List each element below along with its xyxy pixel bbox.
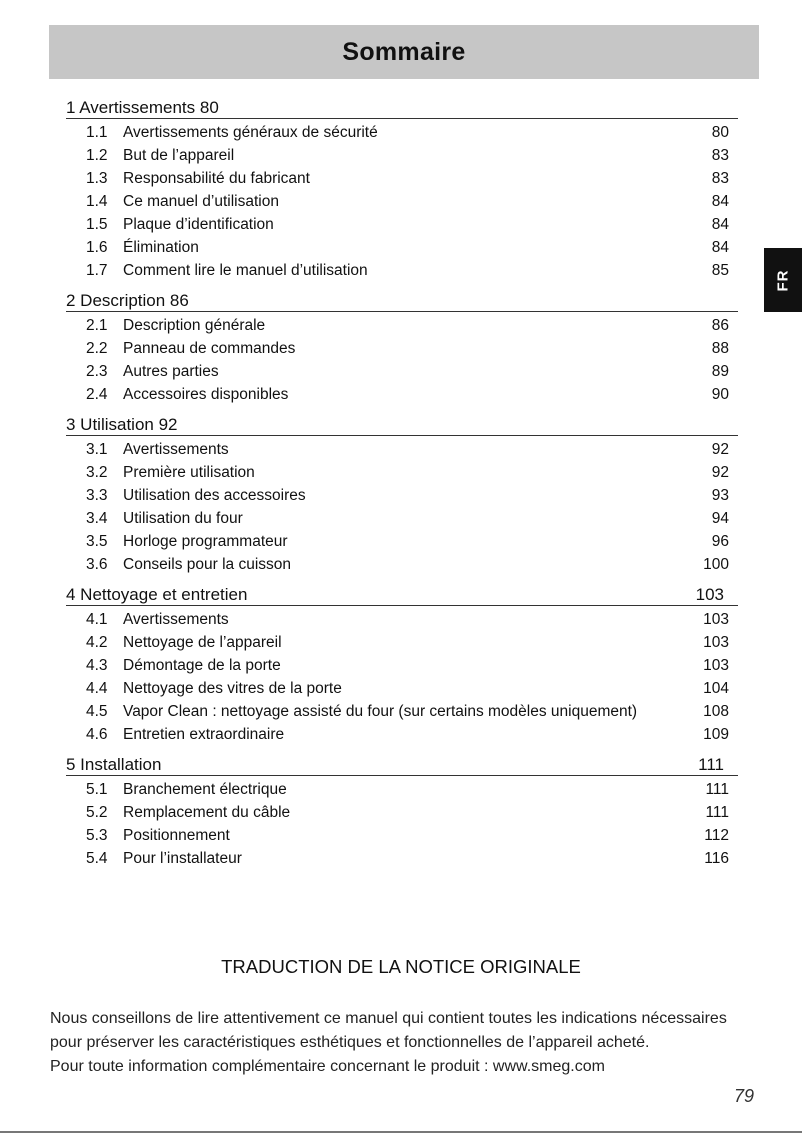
toc-entry[interactable]	[66, 530, 738, 553]
entry-label: Conseils pour la cuisson	[123, 555, 292, 573]
entry-number: 1.1	[86, 123, 108, 141]
toc-entry[interactable]	[66, 461, 738, 484]
section-title: 1 Avertissements 80	[66, 98, 219, 117]
entry-label: Élimination	[123, 238, 199, 256]
toc-entry[interactable]	[66, 438, 738, 461]
toc-section-heading[interactable]	[66, 92, 738, 119]
toc-entry[interactable]	[66, 314, 738, 337]
entry-page: 83	[711, 169, 729, 187]
entry-number: 4.5	[86, 702, 108, 720]
entry-label: Nettoyage des vitres de la porte	[123, 679, 342, 697]
section-page: 111	[698, 755, 724, 774]
title-bar	[49, 25, 759, 79]
entry-page: 108	[703, 702, 729, 720]
entry-page: 88	[711, 339, 729, 357]
entry-number: 3.5	[86, 532, 108, 550]
entry-page: 104	[703, 679, 729, 697]
entry-page: 85	[711, 261, 729, 279]
entry-page: 100	[703, 555, 729, 573]
entry-label: Comment lire le manuel d’utilisation	[123, 261, 368, 279]
entry-label: Plaque d’identification	[123, 215, 274, 233]
entry-label: Ce manuel d’utilisation	[123, 192, 279, 210]
entry-number: 2.1	[86, 316, 108, 334]
entry-page: 94	[711, 509, 729, 527]
entry-number: 3.6	[86, 555, 108, 573]
entry-page: 111	[705, 780, 729, 798]
entry-page: 83	[711, 146, 729, 164]
toc-entry[interactable]	[66, 778, 738, 801]
entry-label: Positionnement	[123, 826, 230, 844]
entry-page: 84	[711, 215, 729, 233]
entry-label: Responsabilité du fabricant	[123, 169, 310, 187]
page-title: Sommaire	[342, 37, 466, 66]
entry-label: Entretien extraordinaire	[123, 725, 285, 743]
entry-label: Première utilisation	[123, 463, 255, 481]
toc-entry[interactable]	[66, 700, 738, 723]
toc-entry[interactable]	[66, 337, 738, 360]
entry-number: 5.3	[86, 826, 108, 844]
page-number: 79	[734, 1086, 755, 1106]
bottom-divider	[0, 1131, 802, 1133]
language-tab	[764, 248, 802, 312]
entry-number: 4.4	[86, 679, 108, 697]
intro-text	[50, 1007, 760, 1079]
entry-page: 86	[711, 316, 729, 334]
toc-section-heading[interactable]	[66, 409, 738, 436]
entry-number: 1.2	[86, 146, 108, 164]
entry-page: 103	[703, 610, 729, 628]
entry-label: Utilisation du four	[123, 509, 243, 527]
toc-entry[interactable]	[66, 677, 738, 700]
toc-section	[66, 92, 738, 282]
entry-number: 5.4	[86, 849, 108, 867]
toc-entry[interactable]	[66, 259, 738, 282]
entry-page: 89	[711, 362, 729, 380]
table-of-contents	[66, 92, 738, 873]
entry-number: 1.7	[86, 261, 108, 279]
toc-entry[interactable]	[66, 847, 738, 870]
entry-label: Autres parties	[123, 362, 219, 380]
entry-label: Remplacement du câble	[123, 803, 291, 821]
toc-entry[interactable]	[66, 507, 738, 530]
toc-entry[interactable]	[66, 236, 738, 259]
entry-page: 103	[703, 656, 729, 674]
toc-entry[interactable]	[66, 213, 738, 236]
entry-page: 90	[711, 385, 729, 403]
entry-label: Utilisation des accessoires	[123, 486, 306, 504]
entry-page: 84	[711, 192, 729, 210]
toc-entry[interactable]	[66, 190, 738, 213]
toc-section	[66, 579, 738, 746]
toc-entry[interactable]	[66, 608, 738, 631]
entry-label: Branchement électrique	[123, 780, 287, 798]
entry-page: 96	[711, 532, 729, 550]
language-tab-label: FR	[774, 269, 792, 291]
entry-label: Horloge programmateur	[123, 532, 288, 550]
entry-label: Avertissements généraux de sécurité	[123, 123, 378, 141]
entry-number: 3.3	[86, 486, 108, 504]
entry-number: 2.3	[86, 362, 108, 380]
section-page: 103	[695, 585, 724, 604]
toc-entry[interactable]	[66, 167, 738, 190]
entry-number: 1.5	[86, 215, 108, 233]
intro-paragraph: Nous conseillons de lire attentivement ce manuel qui contient toutes les indications nécessaires pour préserver les caractéristiques esthétiques et fonctionnelles de l’appareil acheté.	[50, 1010, 727, 1051]
toc-section-heading[interactable]	[66, 579, 738, 606]
toc-section-heading[interactable]	[66, 285, 738, 312]
entry-number: 4.1	[86, 610, 108, 628]
toc-section	[66, 409, 738, 576]
entry-number: 3.1	[86, 440, 108, 458]
original-notice-heading: TRADUCTION DE LA NOTICE ORIGINALE	[221, 956, 581, 977]
entry-number: 4.6	[86, 725, 108, 743]
entry-number: 1.4	[86, 192, 108, 210]
section-title: 4 Nettoyage et entretien	[66, 585, 248, 604]
toc-entry[interactable]	[66, 801, 738, 824]
entry-page: 92	[711, 440, 729, 458]
entry-number: 3.4	[86, 509, 108, 527]
entry-label: Démontage de la porte	[123, 656, 281, 674]
intro-paragraph: Pour toute information complémentaire concernant le produit : www.smeg.com	[50, 1058, 605, 1075]
toc-entry[interactable]	[66, 360, 738, 383]
toc-entry[interactable]	[66, 824, 738, 847]
entry-label: Avertissements	[123, 610, 229, 628]
entry-label: Vapor Clean : nettoyage assisté du four (sur certains modèles uniquement)	[123, 702, 638, 720]
section-title: 3 Utilisation 92	[66, 415, 178, 434]
entry-label: But de l’appareil	[123, 146, 235, 164]
entry-number: 1.3	[86, 169, 108, 187]
toc-section	[66, 285, 738, 406]
section-title: 5 Installation	[66, 755, 162, 774]
entry-number: 1.6	[86, 238, 108, 256]
entry-page: 80	[711, 123, 729, 141]
entry-page: 84	[711, 238, 729, 256]
entry-page: 111	[705, 803, 729, 821]
toc-entry[interactable]	[66, 144, 738, 167]
entry-number: 2.2	[86, 339, 108, 357]
entry-page: 103	[703, 633, 729, 651]
entry-page: 93	[711, 486, 729, 504]
toc-section	[66, 749, 738, 870]
entry-number: 5.2	[86, 803, 108, 821]
entry-number: 4.3	[86, 656, 108, 674]
section-title: 2 Description 86	[66, 291, 189, 310]
toc-entry[interactable]	[66, 484, 738, 507]
entry-label: Pour l’installateur	[123, 849, 242, 867]
entry-number: 2.4	[86, 385, 108, 403]
entry-number: 3.2	[86, 463, 108, 481]
toc-entry[interactable]	[66, 121, 738, 144]
entry-page: 116	[704, 849, 729, 867]
toc-entry[interactable]	[66, 654, 738, 677]
entry-label: Panneau de commandes	[123, 339, 296, 357]
entry-number: 4.2	[86, 633, 108, 651]
toc-entry[interactable]	[66, 723, 738, 746]
entry-label: Description générale	[123, 316, 266, 334]
toc-entry[interactable]	[66, 383, 738, 406]
entry-page: 112	[704, 826, 729, 844]
toc-entry[interactable]	[66, 631, 738, 654]
entry-page: 109	[703, 725, 729, 743]
entry-page: 92	[711, 463, 729, 481]
entry-label: Accessoires disponibles	[123, 385, 289, 403]
entry-label: Nettoyage de l’appareil	[123, 633, 282, 651]
toc-section-heading[interactable]	[66, 749, 738, 776]
toc-entry[interactable]	[66, 553, 738, 576]
entry-label: Avertissements	[123, 440, 229, 458]
entry-number: 5.1	[86, 780, 108, 798]
